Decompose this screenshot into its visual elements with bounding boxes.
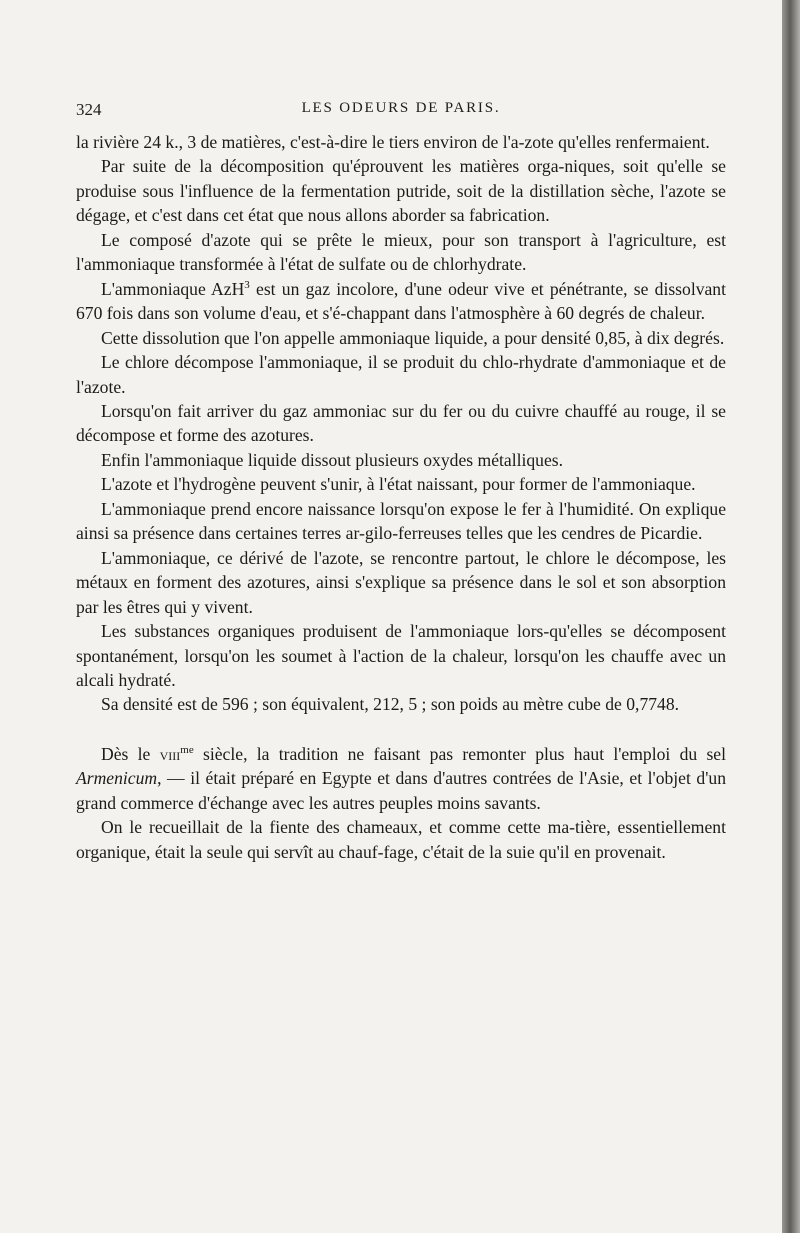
paragraph: L'ammoniaque AzH$^3$ est un gaz incolore, d'une odeur vive et pénétrante, se dissolvant 670 fois dans son volume d'eau, et s'é-chappant dans l'atmosphère à 60 degrés de chaleur. (76, 278, 726, 324)
paragraph: On le recueillait de la fiente des chameaux, et comme cette ma-tière, essentiellement organique, était la seule qui servît au chauf-fage, c'était de la suie qu'il en provenait. (76, 817, 726, 862)
paragraph: L'ammoniaque, ce dérivé de l'azote, se rencontre partout, le chlore le décompose, les métaux en forment des azotures, ainsi s'explique sa présence dans le sol et son absorption par les êtres qui y vivent. (76, 547, 726, 617)
paragraph: Dès le viii$^{me}$ siècle, la tradition ne faisant pas remonter plus haut l'emploi du sel Armenicum, — il était préparé en Egypte et dans d'autres contrées de l'Asie, et l'objet d'un grand commerce d'échange avec les autres peuples moins savants. (76, 743, 726, 813)
superscript: 3 (244, 278, 250, 291)
superscript: me (180, 744, 194, 757)
italic-term: Armenicum (76, 768, 158, 789)
paragraph: Enfin l'ammoniaque liquide dissout plusieurs oxydes métalliques. (101, 449, 564, 470)
paragraph: la rivière 24 k., 3 de matières, c'est-à-dire le tiers environ de l'a-zote qu'elles renfermaient. (76, 132, 710, 152)
page-header (76, 100, 726, 124)
paragraph: L'ammoniaque prend encore naissance lorsqu'on expose le fer à l'humidité. On explique ainsi sa présence dans certaines terres ar-gilo-ferreuses telles que les cendres de Picardie. (76, 498, 726, 544)
page-number: 324 (76, 100, 102, 119)
paragraph: Le chlore décompose l'ammoniaque, il se produit du chlo-rhydrate d'ammoniaque et de l'azote. (76, 352, 726, 397)
paragraph: L'azote et l'hydrogène peuvent s'unir, à l'état naissant, pour former de l'ammoniaque. (101, 474, 696, 495)
paragraph: Les substances organiques produisent de l'ammoniaque lors-qu'elles se décomposent spontanément, lorsqu'on les soumet à l'action de la chaleur, lorsqu'on les chauffe avec un alcali hydraté. (76, 621, 726, 690)
roman-numeral: viii (159, 743, 181, 764)
paragraph: Cette dissolution que l'on appelle ammoniaque liquide, a pour densité 0,85, à dix degrés. (101, 327, 725, 348)
body-text (76, 130, 726, 864)
paragraph: Par suite de la décomposition qu'éprouvent les matières orga-niques, soit qu'elle se produise sous l'influence de la fermentation putride, soit de la distillation sèche, l'azote se dégage, et c'est dans cet état que nous allons aborder sa fabrication. (76, 156, 726, 226)
paragraph: Sa densité est de 596 ; son équivalent, 212, 5 ; son poids au mètre cube de 0,7748. (101, 694, 680, 715)
paragraph: Lorsqu'on fait arriver du gaz ammoniac sur du fer ou du cuivre chauffé au rouge, il se décompose et forme des azotures. (76, 400, 726, 446)
book-gutter-edge (782, 0, 800, 1233)
paragraph: Le composé d'azote qui se prête le mieux, pour son transport à l'agriculture, est l'ammoniaque transformée à l'état de sulfate ou de chlorhydrate. (76, 229, 726, 275)
running-title: LES ODEURS DE PARIS. (301, 100, 501, 116)
